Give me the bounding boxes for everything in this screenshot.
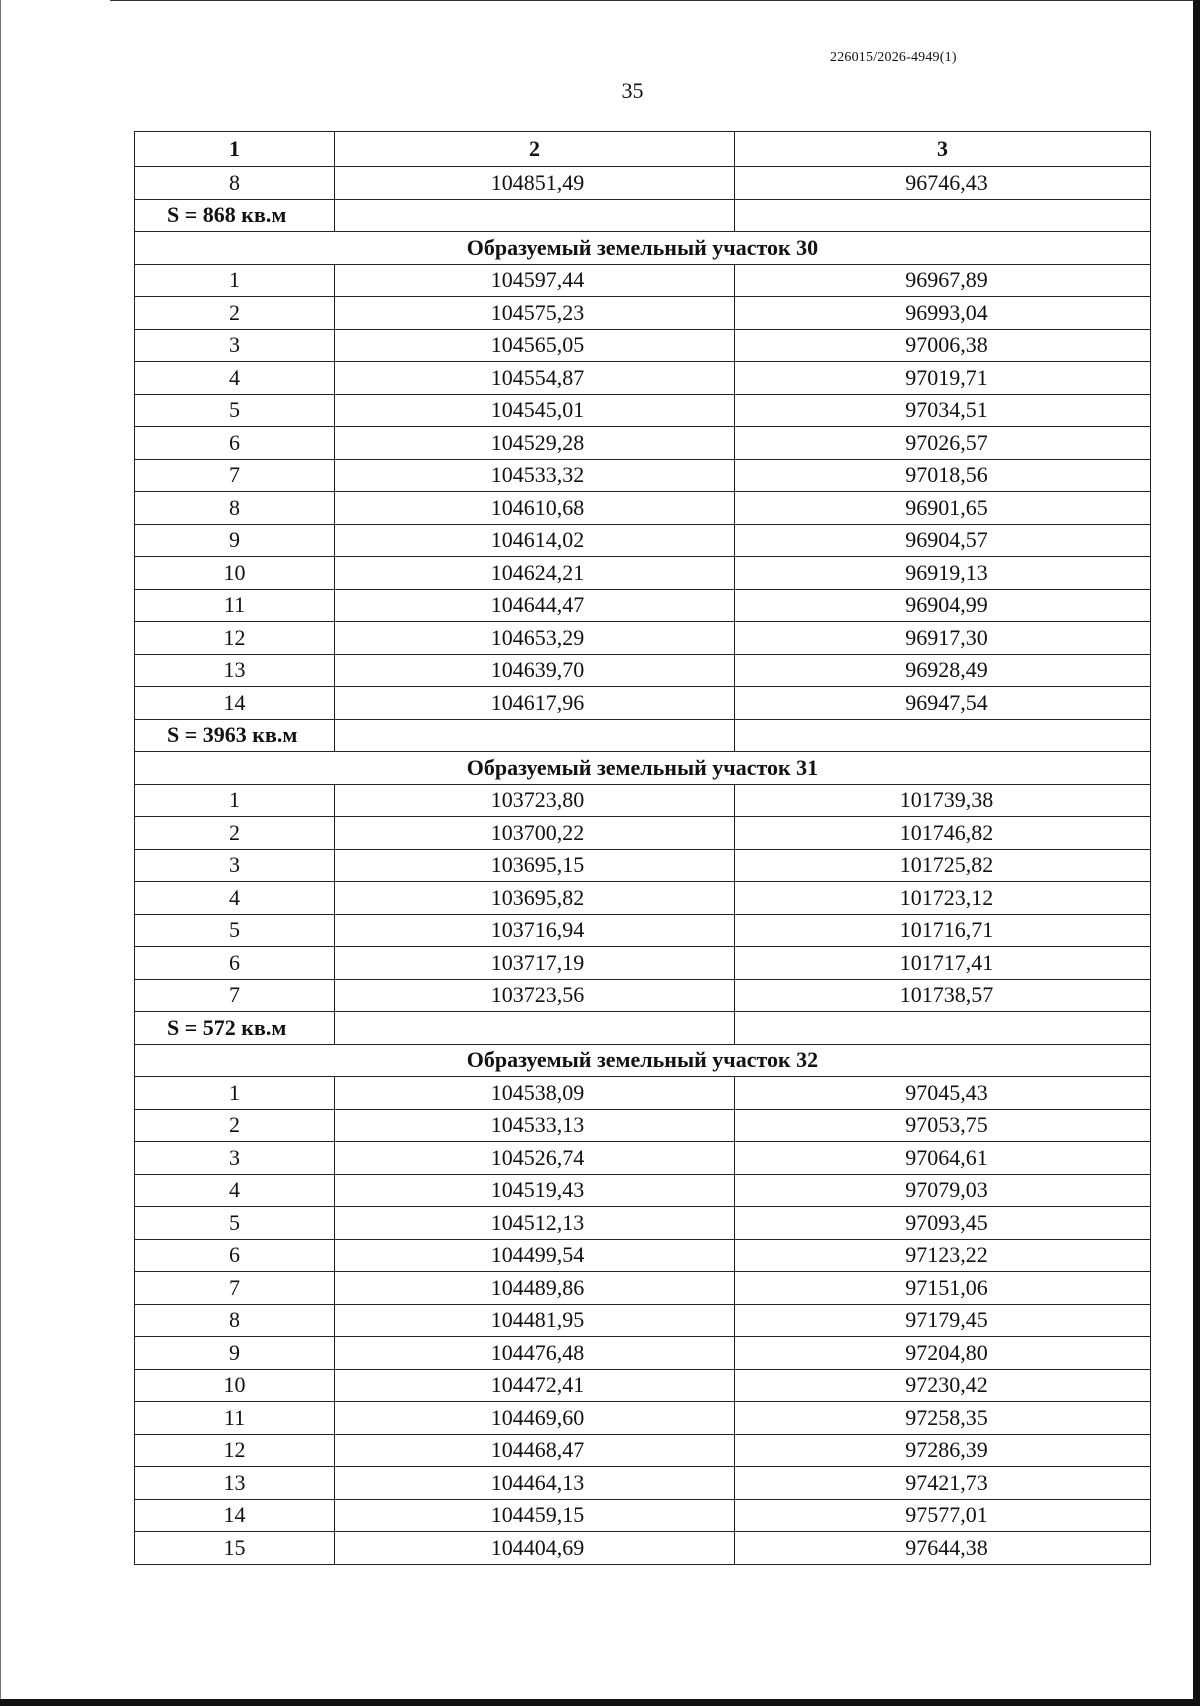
y-coordinate-cell: 97421,73 bbox=[735, 1467, 1151, 1500]
point-number-cell: 1 bbox=[135, 1077, 335, 1110]
y-coordinate-cell: 96967,89 bbox=[735, 264, 1151, 297]
x-coordinate-cell: 104575,23 bbox=[335, 297, 735, 330]
y-coordinate-cell: 96947,54 bbox=[735, 687, 1151, 720]
table-row bbox=[135, 849, 1151, 882]
x-coordinate-cell: 103723,80 bbox=[335, 784, 735, 817]
table-row bbox=[135, 947, 1151, 980]
y-coordinate-cell: 101725,82 bbox=[735, 849, 1151, 882]
y-coordinate-cell: 101723,12 bbox=[735, 882, 1151, 915]
x-coordinate-cell: 104529,28 bbox=[335, 427, 735, 460]
table-row bbox=[135, 1337, 1151, 1370]
point-number-cell: 15 bbox=[135, 1532, 335, 1565]
y-coordinate-cell: 97064,61 bbox=[735, 1142, 1151, 1175]
x-coordinate-cell: 103695,15 bbox=[335, 849, 735, 882]
x-coordinate-cell: 104526,74 bbox=[335, 1142, 735, 1175]
y-coordinate-cell: 96919,13 bbox=[735, 557, 1151, 590]
point-number-cell: 6 bbox=[135, 947, 335, 980]
table-row bbox=[135, 297, 1151, 330]
section-title: Образуемый земельный участок 32 bbox=[135, 1044, 1151, 1077]
x-coordinate-cell: 104597,44 bbox=[335, 264, 735, 297]
table-row bbox=[135, 394, 1151, 427]
point-number-cell: 8 bbox=[135, 1304, 335, 1337]
y-coordinate-cell: 96746,43 bbox=[735, 167, 1151, 200]
y-coordinate-cell: 97179,45 bbox=[735, 1304, 1151, 1337]
empty-cell bbox=[735, 199, 1151, 232]
x-coordinate-cell: 104624,21 bbox=[335, 557, 735, 590]
y-coordinate-cell: 101746,82 bbox=[735, 817, 1151, 850]
x-coordinate-cell: 104404,69 bbox=[335, 1532, 735, 1565]
point-number-cell: 5 bbox=[135, 1207, 335, 1240]
table-row bbox=[135, 459, 1151, 492]
area-label: S = 572 кв.м bbox=[135, 1012, 335, 1045]
x-coordinate-cell: 103700,22 bbox=[335, 817, 735, 850]
section-header-row bbox=[135, 752, 1151, 785]
table-row bbox=[135, 1369, 1151, 1402]
scan-top-edge bbox=[110, 0, 1200, 1]
point-number-cell: 9 bbox=[135, 524, 335, 557]
point-number-cell: 7 bbox=[135, 459, 335, 492]
table-row bbox=[135, 784, 1151, 817]
point-number-cell: 3 bbox=[135, 329, 335, 362]
x-coordinate-cell: 103717,19 bbox=[335, 947, 735, 980]
scan-right-edge bbox=[1193, 0, 1200, 1706]
section-header-row bbox=[135, 1044, 1151, 1077]
x-coordinate-cell: 104639,70 bbox=[335, 654, 735, 687]
area-row bbox=[135, 719, 1151, 752]
coordinates-table-body bbox=[135, 132, 1151, 1565]
x-coordinate-cell: 104565,05 bbox=[335, 329, 735, 362]
point-number-cell: 12 bbox=[135, 622, 335, 655]
y-coordinate-cell: 97026,57 bbox=[735, 427, 1151, 460]
point-number-cell: 4 bbox=[135, 362, 335, 395]
empty-cell bbox=[335, 719, 735, 752]
point-number-cell: 3 bbox=[135, 849, 335, 882]
point-number-cell: 10 bbox=[135, 557, 335, 590]
point-number-cell: 14 bbox=[135, 687, 335, 720]
point-number-cell: 14 bbox=[135, 1499, 335, 1532]
y-coordinate-cell: 97019,71 bbox=[735, 362, 1151, 395]
table-row bbox=[135, 427, 1151, 460]
column-header: 1 bbox=[135, 132, 335, 167]
table-row bbox=[135, 589, 1151, 622]
point-number-cell: 5 bbox=[135, 914, 335, 947]
point-number-cell: 4 bbox=[135, 1174, 335, 1207]
table-row bbox=[135, 1499, 1151, 1532]
column-header: 2 bbox=[335, 132, 735, 167]
point-number-cell: 6 bbox=[135, 427, 335, 460]
x-coordinate-cell: 104644,47 bbox=[335, 589, 735, 622]
point-number-cell: 9 bbox=[135, 1337, 335, 1370]
y-coordinate-cell: 97230,42 bbox=[735, 1369, 1151, 1402]
y-coordinate-cell: 97151,06 bbox=[735, 1272, 1151, 1305]
x-coordinate-cell: 104512,13 bbox=[335, 1207, 735, 1240]
y-coordinate-cell: 97006,38 bbox=[735, 329, 1151, 362]
y-coordinate-cell: 97079,03 bbox=[735, 1174, 1151, 1207]
point-number-cell: 12 bbox=[135, 1434, 335, 1467]
area-row bbox=[135, 199, 1151, 232]
document-number: 226015/2026-4949(1) bbox=[830, 50, 957, 65]
point-number-cell: 3 bbox=[135, 1142, 335, 1175]
point-number-cell: 2 bbox=[135, 297, 335, 330]
table-row bbox=[135, 1272, 1151, 1305]
x-coordinate-cell: 104481,95 bbox=[335, 1304, 735, 1337]
y-coordinate-cell: 97204,80 bbox=[735, 1337, 1151, 1370]
table-row bbox=[135, 167, 1151, 200]
point-number-cell: 6 bbox=[135, 1239, 335, 1272]
y-coordinate-cell: 96904,57 bbox=[735, 524, 1151, 557]
table-row bbox=[135, 979, 1151, 1012]
table-row bbox=[135, 1142, 1151, 1175]
section-header-row bbox=[135, 232, 1151, 265]
table-row bbox=[135, 1174, 1151, 1207]
point-number-cell: 8 bbox=[135, 492, 335, 525]
table-row bbox=[135, 557, 1151, 590]
x-coordinate-cell: 104519,43 bbox=[335, 1174, 735, 1207]
y-coordinate-cell: 101739,38 bbox=[735, 784, 1151, 817]
coordinates-table bbox=[134, 131, 1151, 1565]
table-row bbox=[135, 1402, 1151, 1435]
x-coordinate-cell: 104464,13 bbox=[335, 1467, 735, 1500]
table-header-row bbox=[135, 132, 1151, 167]
x-coordinate-cell: 103716,94 bbox=[335, 914, 735, 947]
x-coordinate-cell: 104459,15 bbox=[335, 1499, 735, 1532]
point-number-cell: 1 bbox=[135, 784, 335, 817]
x-coordinate-cell: 103695,82 bbox=[335, 882, 735, 915]
point-number-cell: 1 bbox=[135, 264, 335, 297]
point-number-cell: 10 bbox=[135, 1369, 335, 1402]
point-number-cell: 7 bbox=[135, 979, 335, 1012]
y-coordinate-cell: 96904,99 bbox=[735, 589, 1151, 622]
column-header: 3 bbox=[735, 132, 1151, 167]
y-coordinate-cell: 101717,41 bbox=[735, 947, 1151, 980]
y-coordinate-cell: 97018,56 bbox=[735, 459, 1151, 492]
table-row bbox=[135, 1467, 1151, 1500]
empty-cell bbox=[735, 1012, 1151, 1045]
table-row bbox=[135, 687, 1151, 720]
point-number-cell: 8 bbox=[135, 167, 335, 200]
area-label: S = 3963 кв.м bbox=[135, 719, 335, 752]
x-coordinate-cell: 104610,68 bbox=[335, 492, 735, 525]
x-coordinate-cell: 104653,29 bbox=[335, 622, 735, 655]
table-row bbox=[135, 1434, 1151, 1467]
x-coordinate-cell: 104476,48 bbox=[335, 1337, 735, 1370]
y-coordinate-cell: 97286,39 bbox=[735, 1434, 1151, 1467]
x-coordinate-cell: 104545,01 bbox=[335, 394, 735, 427]
x-coordinate-cell: 104468,47 bbox=[335, 1434, 735, 1467]
y-coordinate-cell: 97045,43 bbox=[735, 1077, 1151, 1110]
y-coordinate-cell: 97053,75 bbox=[735, 1109, 1151, 1142]
y-coordinate-cell: 96993,04 bbox=[735, 297, 1151, 330]
table-row bbox=[135, 1532, 1151, 1565]
point-number-cell: 5 bbox=[135, 394, 335, 427]
point-number-cell: 13 bbox=[135, 1467, 335, 1500]
empty-cell bbox=[335, 1012, 735, 1045]
table-row bbox=[135, 1077, 1151, 1110]
table-row bbox=[135, 264, 1151, 297]
point-number-cell: 2 bbox=[135, 1109, 335, 1142]
y-coordinate-cell: 96928,49 bbox=[735, 654, 1151, 687]
table-row bbox=[135, 914, 1151, 947]
x-coordinate-cell: 104489,86 bbox=[335, 1272, 735, 1305]
point-number-cell: 2 bbox=[135, 817, 335, 850]
y-coordinate-cell: 97123,22 bbox=[735, 1239, 1151, 1272]
y-coordinate-cell: 96917,30 bbox=[735, 622, 1151, 655]
table-row bbox=[135, 1304, 1151, 1337]
y-coordinate-cell: 101738,57 bbox=[735, 979, 1151, 1012]
table-row bbox=[135, 524, 1151, 557]
point-number-cell: 13 bbox=[135, 654, 335, 687]
y-coordinate-cell: 101716,71 bbox=[735, 914, 1151, 947]
table-row bbox=[135, 654, 1151, 687]
x-coordinate-cell: 104499,54 bbox=[335, 1239, 735, 1272]
point-number-cell: 7 bbox=[135, 1272, 335, 1305]
table-row bbox=[135, 329, 1151, 362]
section-title: Образуемый земельный участок 31 bbox=[135, 752, 1151, 785]
x-coordinate-cell: 104472,41 bbox=[335, 1369, 735, 1402]
area-label: S = 868 кв.м bbox=[135, 199, 335, 232]
x-coordinate-cell: 104533,32 bbox=[335, 459, 735, 492]
empty-cell bbox=[735, 719, 1151, 752]
x-coordinate-cell: 104614,02 bbox=[335, 524, 735, 557]
section-title: Образуемый земельный участок 30 bbox=[135, 232, 1151, 265]
x-coordinate-cell: 104554,87 bbox=[335, 362, 735, 395]
empty-cell bbox=[335, 199, 735, 232]
point-number-cell: 11 bbox=[135, 1402, 335, 1435]
x-coordinate-cell: 104469,60 bbox=[335, 1402, 735, 1435]
area-row bbox=[135, 1012, 1151, 1045]
point-number-cell: 11 bbox=[135, 589, 335, 622]
x-coordinate-cell: 104851,49 bbox=[335, 167, 735, 200]
table-row bbox=[135, 882, 1151, 915]
table-row bbox=[135, 1239, 1151, 1272]
x-coordinate-cell: 104617,96 bbox=[335, 687, 735, 720]
y-coordinate-cell: 96901,65 bbox=[735, 492, 1151, 525]
scan-left-edge bbox=[0, 0, 1, 1706]
table-row bbox=[135, 362, 1151, 395]
scan-bottom-edge bbox=[0, 1699, 1200, 1706]
point-number-cell: 4 bbox=[135, 882, 335, 915]
y-coordinate-cell: 97258,35 bbox=[735, 1402, 1151, 1435]
y-coordinate-cell: 97644,38 bbox=[735, 1532, 1151, 1565]
table-row bbox=[135, 492, 1151, 525]
table-row bbox=[135, 622, 1151, 655]
y-coordinate-cell: 97577,01 bbox=[735, 1499, 1151, 1532]
table-row bbox=[135, 1207, 1151, 1240]
y-coordinate-cell: 97093,45 bbox=[735, 1207, 1151, 1240]
table-row bbox=[135, 817, 1151, 850]
x-coordinate-cell: 104533,13 bbox=[335, 1109, 735, 1142]
x-coordinate-cell: 103723,56 bbox=[335, 979, 735, 1012]
y-coordinate-cell: 97034,51 bbox=[735, 394, 1151, 427]
page-number: 35 bbox=[621, 78, 644, 103]
x-coordinate-cell: 104538,09 bbox=[335, 1077, 735, 1110]
table-row bbox=[135, 1109, 1151, 1142]
